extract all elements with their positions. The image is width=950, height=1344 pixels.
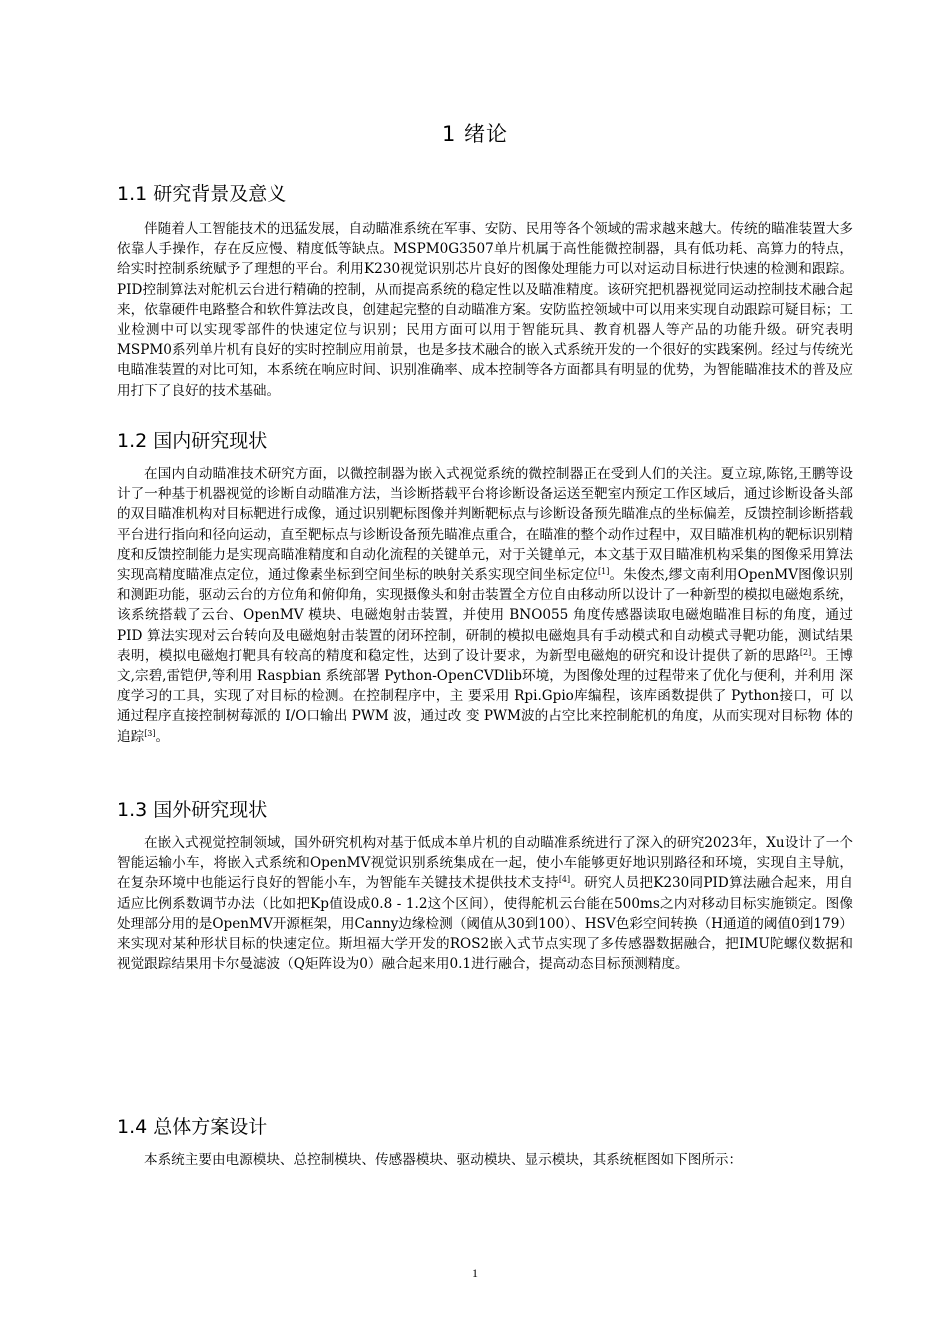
section-heading-1-3: 1.3 国外研究现状 <box>117 799 268 821</box>
page-number: 1 <box>472 1266 478 1280</box>
paragraph-text: 。 <box>155 728 170 745</box>
paragraph-research-background: 伴随着人工智能技术的迅猛发展，自动瞄准系统在军事、安防、民用等各个领域的需求越来越大。传统的瞄准装置大多依靠人手操作，存在反应慢、精度低等缺点。MSPM0G3507单片机属于高性能微控制器，具有低功耗、高算力的特点，给实时控制系统赋予了理想的平台。利用K230视觉识别芯片良好的图像处理能力可以对运动目标进行快速的检测和跟踪。PID控制算法对舵机云台进行精确的控制，从而提高系统的稳定性以及瞄准精度。该研究把机器视觉同运动控制技术融合起来，依靠硬件电路整合和软件算法改良，创建起完整的自动瞄准方案。安防监控领域中可以用来实现自动跟踪可疑目标；工业检测中可以实现零部件的快速定位与识别；民用方面可以用于智能玩具、教育机器人等产品的功能升级。研究表明MSPM0系列单片机有良好的实时控制应用前景，也是多技术融合的嵌入式系统开发的一个很好的实践案例。经过与传统光电瞄准装置的对比可知，本系统在响应时间、识别准确率、成本控制等各方面都具有明显的优势，为智能瞄准技术的普及应用打下了良好的技术基础。 <box>117 221 853 399</box>
citation-ref: [4] <box>558 875 571 885</box>
paragraph-text: 在国内自动瞄准技术研究方面，以微控制器为嵌入式视觉系统的微控制器正在受到人们的关注。夏立琼,陈铭,王鹏等设计了一种基于机器视觉的诊断自动瞄准方法，当诊断搭载平台将诊断设备运送至靶室内预定工作区域后，通过诊断设备头部的双目瞄准机构对目标靶进行成像，通过识别靶标图像并判断靶标点与诊断设备预先瞄准点的坐标偏差，反馈控制诊断搭载平台进行指向和径向运动，直至靶标点与诊断设备预先瞄准点重合，在瞄准的整个动作过程中，双目瞄准机构的靶标识别精度和反馈控制能力是实现高瞄准精度和自动化流程的关键单元，对于关键单元，本文基于双目瞄准机构采集的图像采用算法实现高精度瞄准点定位，通过像素坐标到空间坐标的映射关系实现空间坐标定位 <box>117 466 853 584</box>
citation-ref: [3] <box>144 728 156 738</box>
paragraph-text: 在嵌入式视觉控制领域，国外研究机构对基于低成本单片机的自动瞄准系统进行了深入的研究2023年，Xu设计了一个智能运输小车，将嵌入式系统和OpenMV视觉识别系统集成在一起，使小车能够更好地识别路径和环境，实现自主导航，在复杂环境中也能运行良好的智能小车，为智能车关键技术提供技术支持 <box>117 835 853 892</box>
paragraph-text: 。研究人员把K230同PID算法融合起来，用自适应比例系数调节办法（比如把Kp值设成0.8 - 1.2这个区间），使得舵机云台能在500ms之内对移动目标实施锁定。图像处理部分用的是OpenMV开源框架，用Canny边缘检测（阈值从30到100）、HSV色彩空间转换（H通道的阈值0到179）来实现对某种形状目标的快速定位。斯坦福大学开发的ROS2嵌入式节点实现了多传感器数据融合，把IMU陀螺仪数据和视觉跟踪结果用卡尔曼滤波（Q矩阵设为0）融合起来用0.1进行融合，提高动态目标预测精度。 <box>117 875 853 973</box>
paragraph-text: 。王博文,宗碧,雷铠伊,等利用 Raspbian 系统部署 Python-OpenCVDlib环境，为图像处理的过程带来了优化与便利，并利用 深度学习的工具，实现了对目标的检测。在控制程序中，主 要采用 Rpi.Gpio库编程，该库函数提供了 Python接口，可 以通过程序直接控制树莓派的 I/O口输出 PWM 波，通过改 变 PWM波的占空比来控制舵机的角度，从而实现对目标物 体的追踪 <box>117 647 854 745</box>
section-heading-1-2: 1.2 国内研究现状 <box>117 430 268 452</box>
paragraph-overall-design: 本系统主要由电源模块、总控制模块、传感器模块、驱动模块、显示模块，其系统框图如下图所示： <box>144 1152 743 1168</box>
section-heading-1-1: 1.1 研究背景及意义 <box>117 183 287 205</box>
paragraph-foreign-research <box>117 833 853 974</box>
citation-ref: [2] <box>799 647 812 657</box>
paragraph-text: 。朱俊杰,缪文南利用OpenMV图像识别和测距功能，驱动云台的方位角和俯仰角，实现摄像头和射击装置全方位自由移动所以设计了一种新型的模拟电磁炮系统，该系统搭载了云台、OpenMV 模块、电磁炮射击装置，并使用 BNO055 角度传感器读取电磁炮瞄准目标的角度，通过 PID 算法实现对云台转向及电磁炮射击装置的闭环控制，研制的模拟电磁炮具有手动模式和自动模式寻靶功能，测试结果表明，模拟电磁炮打靶具有较高的精度和稳定性，达到了设计要求，为新型电磁炮的研究和设计提供了新的思路 <box>117 567 854 664</box>
section-heading-1-4: 1.4 总体方案设计 <box>117 1116 268 1138</box>
citation-ref: [1] <box>598 567 610 577</box>
paragraph-domestic-research <box>117 464 853 747</box>
chapter-title: 1 绪论 <box>441 122 509 146</box>
